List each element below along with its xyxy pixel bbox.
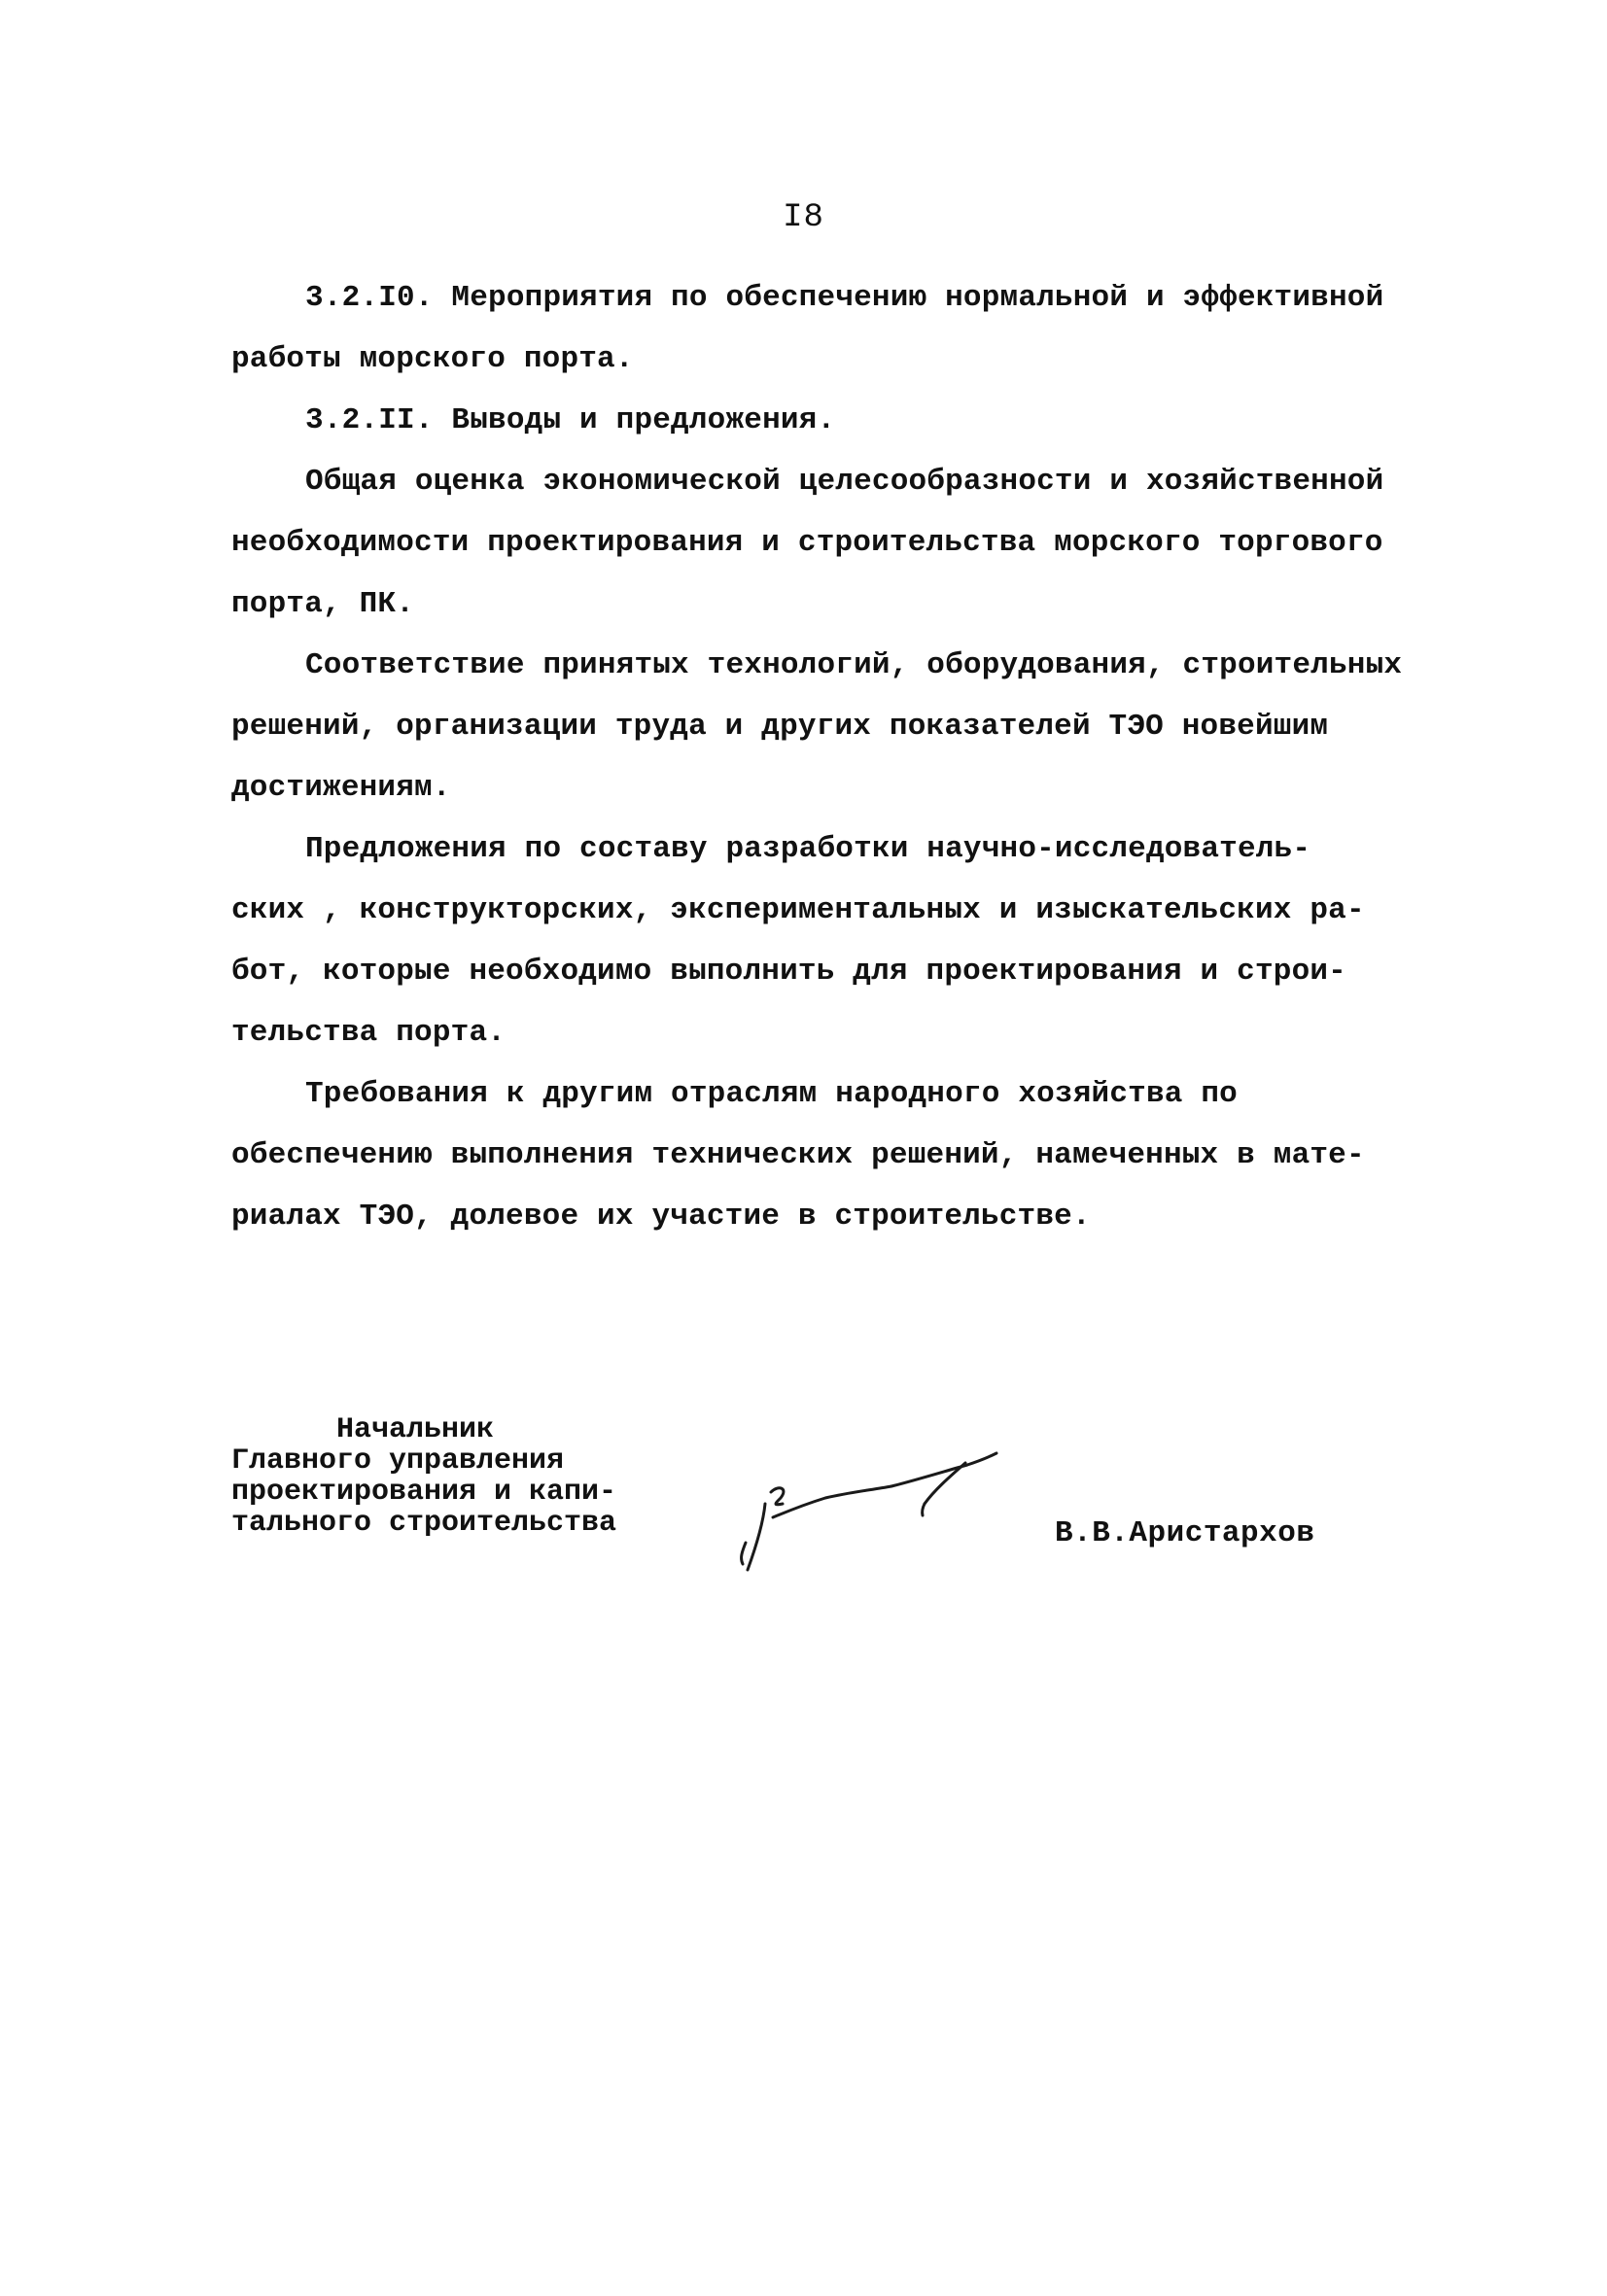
text-line: ских , конструкторских, экспериментальных и изыскательских ра- [231,893,1365,927]
paragraph-3-2-10 [231,267,1437,390]
handwritten-signature [724,1434,1055,1580]
text-line: порта, ПК. [231,587,415,621]
text-line: 3.2.II. Выводы и предложения. [305,403,836,437]
signer-name: В.В.Аристархов [1055,1516,1315,1550]
paragraph-3-2-11 [231,390,1437,451]
paragraph-conformity [231,635,1437,818]
text-line: работы морского порта. [231,342,634,376]
signatory-title [231,1414,616,1539]
paragraph-proposals [231,818,1437,1063]
text-line: Требования к другим отраслям народного хозяйства по [305,1077,1238,1111]
body-text [231,267,1437,1247]
text-line: бот, которые необходимо выполнить для проектирования и строи- [231,955,1346,989]
signatory-title-line: Главного управления [231,1444,565,1478]
paragraph-general-assessment [231,451,1437,635]
page-number: I8 [783,199,824,236]
text-line: Предложения по составу разработки научно-исследователь- [305,832,1311,866]
text-line: Соответствие принятых технологий, оборудования, строительных [305,648,1403,682]
text-line: решений, организации труда и других показателей ТЭО новейшим [231,710,1329,744]
signatory-title-line: Начальник [336,1413,495,1446]
text-line: риалах ТЭО, долевое их участие в строительстве. [231,1200,1091,1234]
text-line: Общая оценка экономической целесообразности и хозяйственной [305,465,1384,499]
text-line: достижениям. [231,771,451,805]
text-line: 3.2.I0. Мероприятия по обеспечению нормальной и эффективной [305,281,1384,315]
signatory-title-line: проектирования и капи- [231,1476,617,1509]
signatory-title-line: тального строительства [231,1507,617,1540]
text-line: необходимости проектирования и строительства морского торгового [231,526,1383,560]
paragraph-requirements [231,1063,1437,1247]
text-line: обеспечению выполнения технических решений, намеченных в мате- [231,1138,1365,1172]
text-line: тельства порта. [231,1016,507,1050]
